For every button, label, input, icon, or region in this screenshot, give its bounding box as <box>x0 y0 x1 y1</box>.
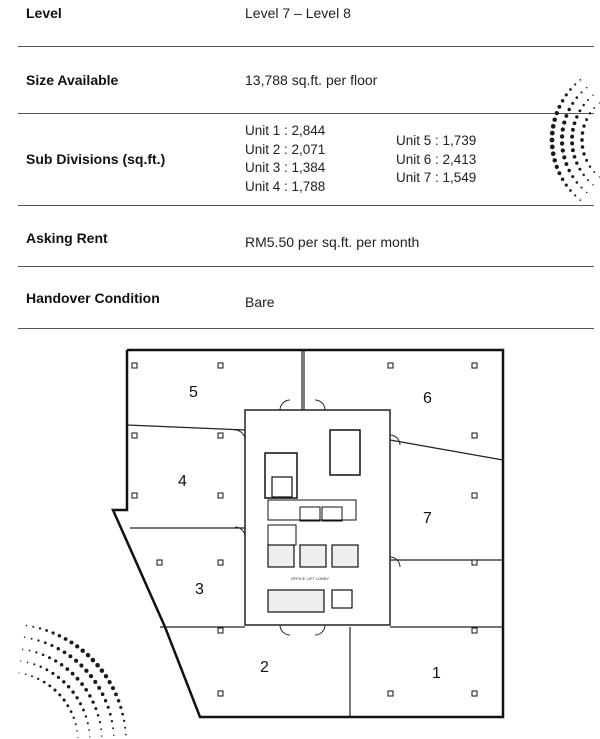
decorative-dot <box>578 109 581 112</box>
decorative-dot <box>575 115 578 118</box>
unit-entry: Unit 7 : 1,549 <box>396 170 477 185</box>
decorative-dot <box>561 148 565 152</box>
decorative-dot <box>39 627 41 629</box>
unit-entry: Unit 3 : 1,384 <box>245 160 326 175</box>
unit-number-label: 4 <box>178 473 187 490</box>
decorative-dot <box>561 178 565 182</box>
decorative-dot <box>48 656 51 659</box>
decorative-dot <box>77 737 78 738</box>
decorative-dot <box>89 736 90 737</box>
decorative-dot <box>580 138 584 142</box>
decorative-dot <box>80 648 84 652</box>
decorative-dot <box>576 96 579 99</box>
decorative-dot <box>50 644 53 647</box>
decorative-dot <box>592 95 593 96</box>
unit-number-label: 7 <box>423 510 432 527</box>
unit-entry: Unit 5 : 1,739 <box>396 133 477 148</box>
decorative-dot <box>578 168 581 171</box>
decorative-dot <box>24 637 25 638</box>
decorative-dot <box>52 631 55 634</box>
divider <box>18 328 594 329</box>
decorative-dot <box>84 688 88 692</box>
decorative-dot <box>63 699 66 702</box>
decorative-dot <box>67 685 71 689</box>
decorative-dot <box>39 666 41 668</box>
decorative-dot <box>97 714 100 717</box>
decorative-dot <box>65 667 69 671</box>
decorative-dot <box>94 707 97 710</box>
divider <box>18 46 594 47</box>
decorative-dot <box>25 673 27 675</box>
decorative-dot <box>101 735 102 736</box>
decorative-dot <box>569 189 572 192</box>
decorative-dot <box>27 662 29 664</box>
decorative-dot <box>593 107 595 109</box>
decorative-dot <box>80 682 84 686</box>
decorative-dot <box>100 668 105 673</box>
decorative-dot <box>43 681 46 684</box>
rent-value: RM5.50 per sq.ft. per month <box>245 234 420 250</box>
decorative-dot <box>551 151 556 156</box>
decorative-dot <box>571 148 575 152</box>
decorative-dot <box>104 674 108 678</box>
decorative-dot <box>58 634 62 638</box>
decorative-dot <box>557 171 561 175</box>
lobby-label: OFFICE LIFT LOBBY <box>290 576 330 581</box>
decorative-dot <box>580 187 582 189</box>
decorative-dot <box>75 644 79 648</box>
decorative-dot <box>589 112 591 114</box>
divider <box>18 266 594 267</box>
decorative-dot <box>84 669 88 673</box>
decorative-dot <box>75 696 78 699</box>
decorative-dot <box>79 663 83 667</box>
decorative-dot <box>20 660 21 661</box>
decorative-dot <box>587 179 589 181</box>
decorative-dot <box>45 668 48 671</box>
decorative-dot <box>579 199 581 201</box>
decorative-dot <box>70 710 73 713</box>
divider <box>18 205 594 206</box>
decorative-dot <box>53 689 56 692</box>
divider <box>18 113 594 114</box>
unit-number-label: 1 <box>432 665 441 682</box>
floor-plan <box>110 345 515 725</box>
decorative-dot <box>22 649 23 650</box>
decorative-dot <box>68 654 72 658</box>
units-right-list <box>396 132 476 188</box>
decorative-dot <box>571 128 575 132</box>
decorative-dot <box>87 722 89 724</box>
decorative-dot <box>58 693 61 696</box>
unit-entry: Unit 4 : 1,788 <box>245 178 326 194</box>
decorative-dot <box>18 672 19 673</box>
decorative-dot <box>574 194 576 196</box>
decorative-dot <box>57 676 60 679</box>
decorative-dot <box>73 717 75 719</box>
decorative-dot <box>91 658 96 663</box>
decorative-dot <box>48 684 51 687</box>
decorative-dot <box>35 651 37 653</box>
decorative-dot <box>31 675 33 677</box>
decorative-dot <box>567 169 570 172</box>
decorative-dot <box>64 637 68 641</box>
decorative-dot <box>124 727 126 729</box>
decorative-dot <box>580 91 582 93</box>
decorative-dot <box>550 138 555 143</box>
decorative-dot <box>564 114 568 118</box>
decorative-dot <box>586 87 588 89</box>
level-label: Level <box>26 5 62 21</box>
decorative-dot <box>89 674 93 678</box>
decorative-dot <box>551 124 556 129</box>
handover-label: Handover Condition <box>26 290 160 306</box>
decorative-dot <box>581 131 585 135</box>
decorative-dot <box>582 124 585 127</box>
decorative-dot <box>31 638 33 640</box>
decorative-dot <box>60 663 64 667</box>
decorative-dot <box>29 650 31 652</box>
decorative-dot <box>565 93 568 96</box>
decorative-dot <box>567 108 570 111</box>
decorative-dot <box>113 735 114 736</box>
decorative-dot <box>550 145 555 150</box>
unit-number-label: 3 <box>195 581 204 598</box>
decorative-dot <box>561 99 565 103</box>
decorative-dot <box>99 721 101 723</box>
decorative-dot <box>82 709 85 712</box>
decorative-dot <box>51 672 54 675</box>
decorative-dot <box>26 625 28 627</box>
decorative-dot <box>101 692 105 696</box>
decorative-dot <box>574 83 576 85</box>
unit-entry: Unit 2 : 2,071 <box>245 141 326 157</box>
decorative-dot <box>581 145 585 149</box>
decorative-dot <box>44 641 47 644</box>
decorative-dot <box>57 647 60 650</box>
decorative-dot <box>66 704 69 707</box>
decorative-dot <box>97 686 101 690</box>
decorative-dot <box>104 699 107 702</box>
units-left-list <box>245 122 325 196</box>
unit-entry: Unit 6 : 2,413 <box>396 151 477 167</box>
unit-entry: Unit 1 : 2,844 <box>245 123 326 138</box>
decorative-dot <box>592 184 593 185</box>
decorative-dot <box>582 174 584 176</box>
decorative-dot <box>576 181 579 184</box>
decorative-dot <box>557 105 561 109</box>
decorative-dot <box>79 702 82 705</box>
decorative-dot <box>552 117 556 121</box>
decorative-dot <box>74 659 78 663</box>
decorative-dot <box>565 184 568 187</box>
decorative-dot <box>71 690 74 693</box>
decorative-dot <box>582 104 584 106</box>
decorative-dot <box>86 653 91 658</box>
decorative-dot <box>560 141 564 145</box>
decorative-dot <box>63 650 67 654</box>
decorative-dot <box>582 152 585 155</box>
service-core <box>245 410 390 625</box>
decorative-dot <box>32 626 34 628</box>
decorative-dot <box>564 162 568 166</box>
decorative-dot <box>112 727 114 729</box>
decorative-dot <box>76 730 78 732</box>
size-value: 13,788 sq.ft. per floor <box>245 72 378 88</box>
decorative-dot <box>570 135 574 139</box>
handover-value: Bare <box>245 294 275 310</box>
decorative-dot <box>562 121 566 125</box>
decorative-dot <box>589 165 591 167</box>
decorative-dot <box>95 663 100 668</box>
decorative-dot <box>552 158 556 162</box>
decorative-dot <box>62 680 65 683</box>
level-value: Level 7 – Level 8 <box>245 5 351 21</box>
decorative-dot <box>570 141 574 145</box>
decorative-dot <box>69 640 73 644</box>
decorative-dot <box>585 159 588 162</box>
decorative-dot <box>573 155 577 159</box>
decorative-dot <box>76 677 80 681</box>
decorative-dot <box>585 118 588 121</box>
decorative-dot <box>571 175 574 178</box>
unit-number-label: 5 <box>189 384 198 401</box>
decorative-dot <box>42 654 45 657</box>
decorative-dot <box>85 715 87 717</box>
decorative-dot <box>560 134 564 138</box>
decorative-dot <box>91 700 94 703</box>
decorative-dot <box>575 161 578 164</box>
unit-number-label: 6 <box>423 390 432 407</box>
decorative-dot <box>586 192 588 194</box>
decorative-dot <box>37 639 39 641</box>
decorative-dot <box>550 131 555 136</box>
size-label: Size Available <box>26 72 119 88</box>
decorative-dot <box>579 79 581 81</box>
decorative-dot <box>93 680 97 684</box>
subdivisions-label: Sub Divisions (sq.ft.) <box>26 151 166 167</box>
decorative-dot <box>561 127 565 131</box>
decorative-dot <box>75 723 77 725</box>
decorative-dot <box>571 102 574 105</box>
decorative-dot <box>88 729 90 731</box>
decorative-dot <box>587 99 589 101</box>
decorative-dot <box>33 663 35 665</box>
decorative-dot <box>88 694 92 698</box>
decorative-dot <box>45 629 48 632</box>
decorative-dot <box>71 672 75 676</box>
decorative-dot <box>593 171 595 173</box>
decorative-dot <box>37 678 39 680</box>
decorative-dot <box>573 121 577 125</box>
decorative-dot <box>54 659 57 662</box>
dotted-arc-decoration-right <box>525 55 600 230</box>
unit-number-label: 2 <box>260 659 269 676</box>
decorative-dot <box>555 165 559 169</box>
decorative-dot <box>100 728 102 730</box>
decorative-dot <box>562 155 566 159</box>
decorative-dot <box>555 111 559 115</box>
rent-label: Asking Rent <box>26 230 108 246</box>
decorative-dot <box>569 88 572 91</box>
decorative-dot <box>125 734 127 736</box>
